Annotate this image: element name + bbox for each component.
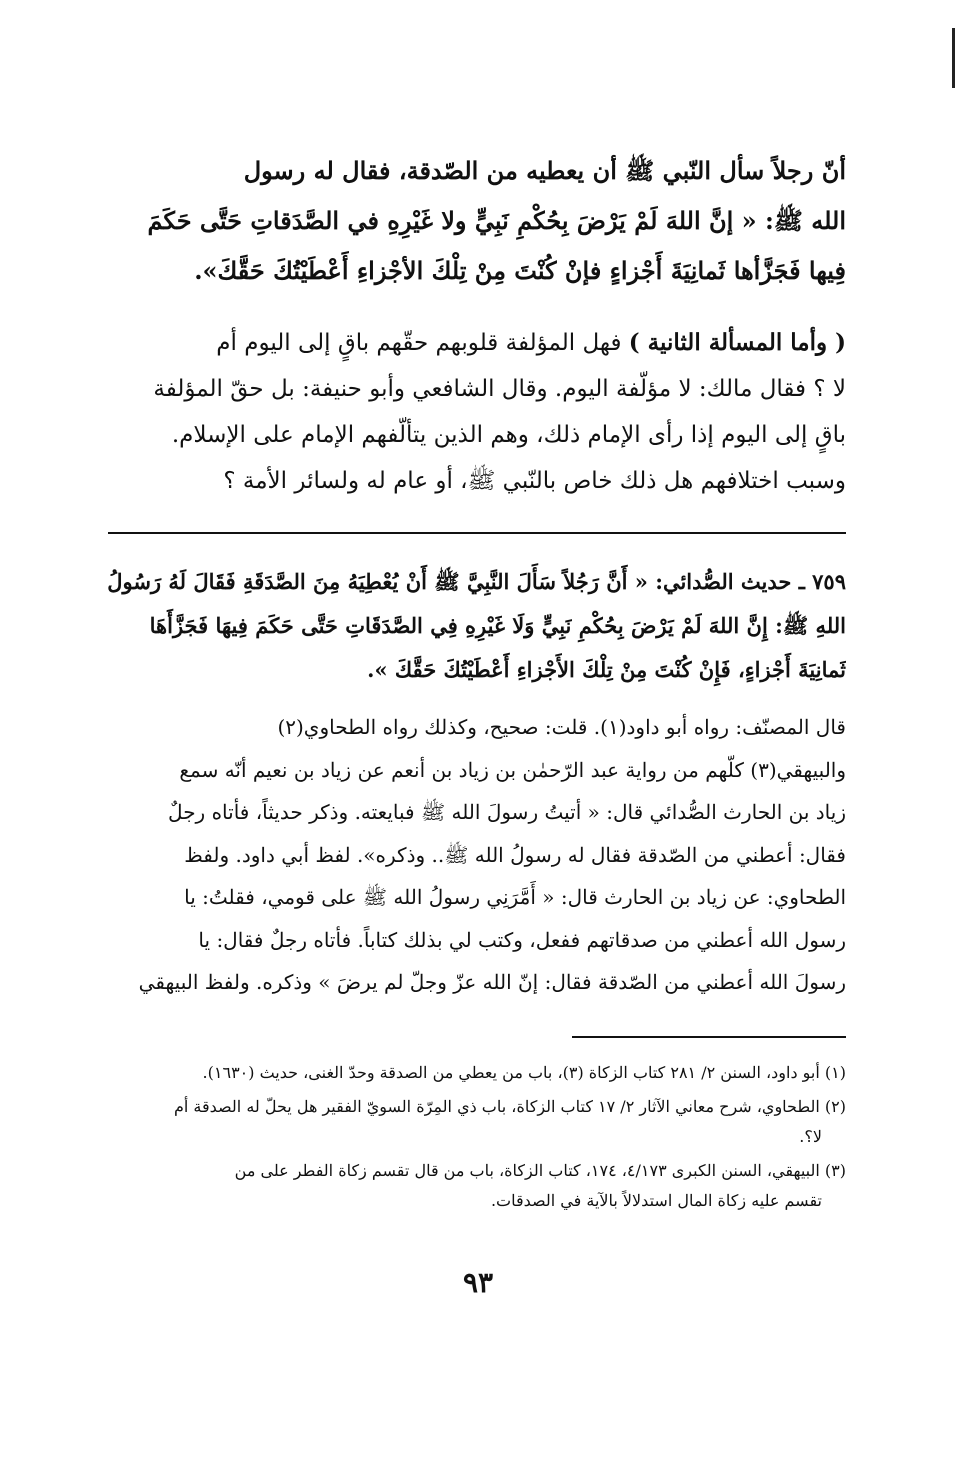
footnote-2 (106, 1092, 846, 1152)
footnote-1 (106, 1058, 846, 1088)
commentary-block (106, 706, 846, 1004)
main-line-3: فِيها فَجَزَّأها ثَمانِيَةَ أَجْزاءٍ فإنْ كُنْتَ مِنْ تِلْكَ الأجْزاءِ أَعْطَيْتُكَ حَقَّكَ». (194, 256, 846, 285)
page-number: ٩٣ (462, 1266, 494, 1299)
second-question-line-1 (106, 320, 846, 366)
commentary-line-6: رسول الله أعطني من صدقاتهم ففعل، وكتب لي بذلك كتاباً. فأتاه رجلٌ فقال: يا (198, 927, 846, 952)
main-divider (108, 532, 846, 534)
footnote-1-text: (١) أبو داود، السنن ٢/ ٢٨١ كتاب الزكاة (٣)، باب من يعطي من الصدقة وحدّ الغنى، حديث (١٦٣٠). (202, 1063, 846, 1082)
second-question-line-3: باقٍ إلى اليوم إذا رأى الإمام ذلك، وهم الذين يتألّفهم الإمام على الإسلام. (171, 422, 846, 448)
footnote-2-line-1: (٢) الطحاوي، شرح معاني الآثار ٢/ ١٧ كتاب الزكاة، باب ذي المِرّة السويّ الفقير هل يحلّ له الصدقة أم (173, 1097, 846, 1116)
commentary-line-3: زياد بن الحارث الصُّدائي قال: « أتيتُ رسولَ الله ﷺ فبايعته. وذكر حديثاً، فأتاه رجلٌ (168, 800, 846, 824)
footnote-divider (572, 1036, 846, 1038)
second-question-heading: ( وأما المسألة الثانية ) (628, 329, 846, 356)
footnote-3-line-1: (٣) البيهقي، السنن الكبرى ٤/١٧٣، ١٧٤، كتاب الزكاة، باب من قال تقسم زكاة الفطر على من (234, 1161, 846, 1180)
commentary-line-7: رسولَ الله أعطني من الصّدقة فقال: إنّ الله عزّ وجلّ لم يرضَ » وذكره. ولفظ البيهقي (138, 970, 846, 994)
second-question-line-1-rest: فهل المؤلفة قلوبهم حقّهم باقٍ إلى اليوم أم (216, 330, 622, 356)
second-question-line-2: لا ؟ فقال مالك: لا مؤلّفة اليوم. وقال الشافعي وأبو حنيفة: بل حقّ المؤلفة (153, 376, 846, 402)
second-question-paragraph (106, 320, 846, 504)
main-line-2: الله ﷺ: « إنَّ اللهَ لَمْ يَرْضَ بِحُكْمِ نَبِيٍّ ولا غَيْرِهِ في الصَّدَقاتِ حَتَّى حَكَمَ (147, 206, 846, 235)
hadith-line-2: اللهِ ﷺ: إِنَّ اللهَ لَمْ يَرْضَ بِحُكْمِ نَبِيٍّ وَلَا غَيْرِهِ فِي الصَّدَقَاتِ حَتَّى حَكَمَ فِيهَا فَجَزَّأَهَا (149, 613, 846, 638)
footnote-2-line-2: لا؟. (799, 1127, 822, 1146)
second-question-line-4: وسبب اختلافهم هل ذلك خاص بالنّبي ﷺ، أو عام له ولسائر الأمة ؟ (223, 468, 846, 494)
commentary-line-2: والبيهقي(٣) كلّهم من رواية عبد الرّحمٰن بن زياد بن أنعم عن زياد بن نعيم أنّه سمع (179, 757, 846, 782)
hadith-line-3: ثَمانِيَةَ أَجْزاءٍ، فَإِنْ كُنْتَ مِنْ تِلْكَ الأَجْزاءِ أَعْطَيْتُكَ حَقَّكَ ». (367, 657, 846, 682)
commentary-line-4: فقال: أعطني من الصّدقة فقال له رسولُ الله ﷺ.. وذكره». لفظ أبي داود. ولفظ (184, 842, 846, 867)
hadith-line-1: ٧٥٩ ـ حديث الصُّدائي: « أَنَّ رَجُلاً سَأَلَ النَّبِيَّ ﷺ أَنْ يُعْطِيَهُ مِنَ الصَّدَقَةِ فَقَالَ لَهُ رَسُولُ (107, 569, 846, 594)
commentary-line-5: الطحاوي: عن زياد بن الحارث قال: « أَمَّرَنِي رسولُ الله ﷺ على قومي، فقلتُ: يا (184, 885, 846, 909)
hadith-block (106, 560, 846, 692)
footnote-3-line-2: تقسم عليه زكاة المال استدلالاً بالآية في الصدقات. (490, 1191, 822, 1210)
footnotes (106, 1058, 846, 1220)
main-line-1: أنّ رجلاً سأل النّبي ﷺ أن يعطيه من الصّدقة، فقال له رسول (243, 156, 846, 185)
main-paragraph (106, 146, 846, 296)
footnote-3 (106, 1156, 846, 1216)
page-edge-mark (952, 28, 955, 88)
commentary-line-1: قال المصنّف: رواه أبو داود(١). قلت: صحيح، وكذلك رواه الطحاوي(٢) (277, 715, 846, 739)
